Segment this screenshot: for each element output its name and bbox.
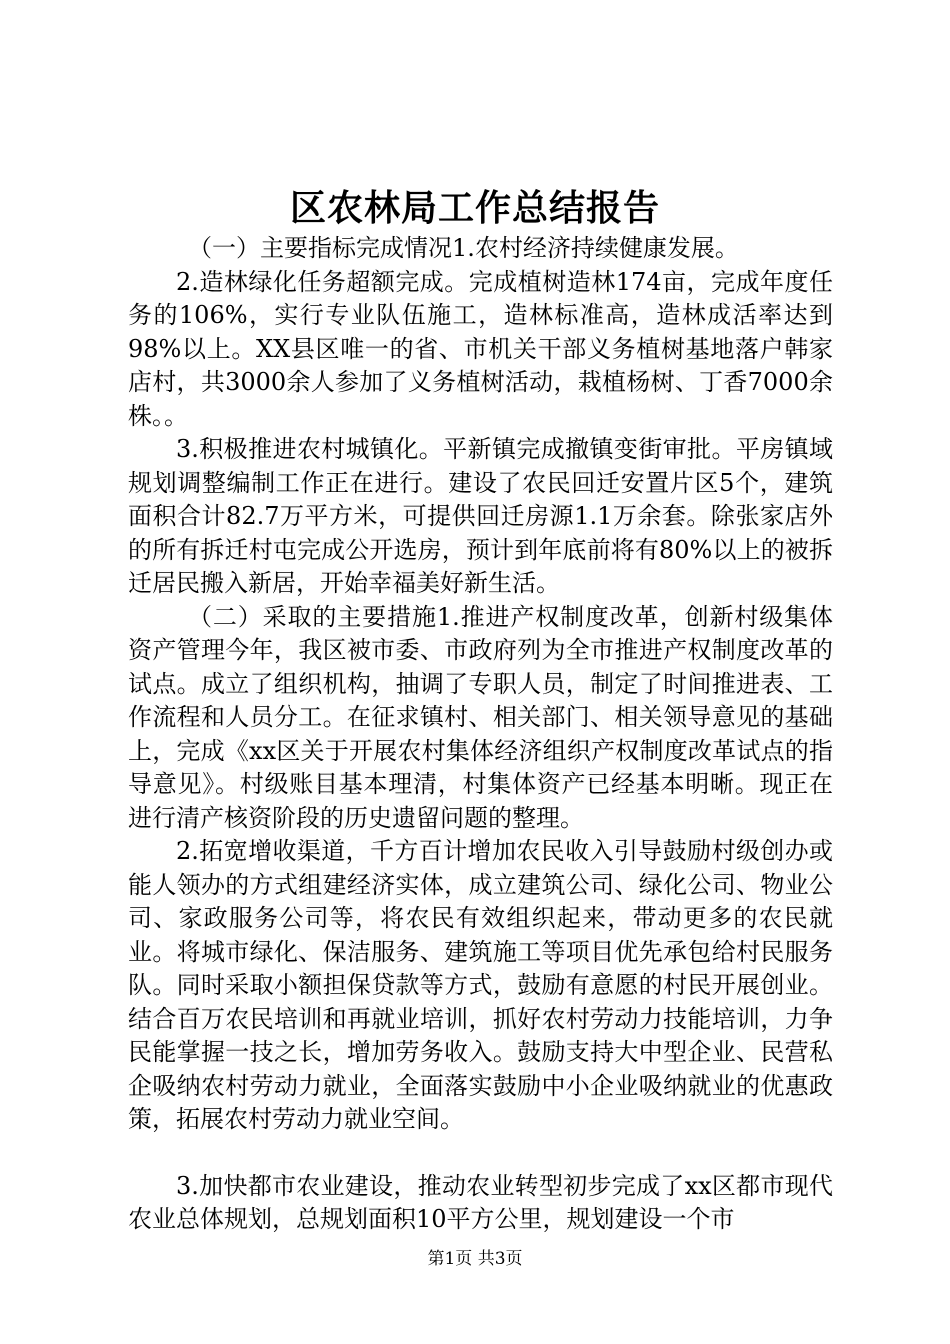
- paragraph-income-channels: 2.拓宽增收渠道，千方百计增加农民收入引导鼓励村级创办或能人领办的方式组建经济实体，成立建筑公司、绿化公司、物业公司、家政服务公司等，将农民有效组织起来，带动更多的农民就业。将城市绿化、保洁服务、建筑施工等项目优先承包给村民服务队。同时采取小额担保贷款等方式，鼓励有意愿的村民开展创业。结合百万农民培训和再就业培训，抓好农村劳动力技能培训，力争民能掌握一技之长，增加劳务收入。鼓励支持大中型企业、民营私企吸纳农村劳动力就业，全面落实鼓励中小企业吸纳就业的优惠政策，拓展农村劳动力就业空间。: [128, 837, 833, 1133]
- page-footer: 第1页 共3页: [427, 1249, 523, 1269]
- document-title: 区农林局工作总结报告: [289, 187, 660, 229]
- paragraph-urbanization: 3.积极推进农村城镇化。平新镇完成撤镇变街审批。平房镇域规划调整编制工作正在进行。建设了农民回迁安置片区5个，建筑面积合计82.7万平方米，可提供回迁房源1.1万余套。除张家店外的所有拆迁村屯完成公开选房，预计到年底前将有80%以上的被拆迁居民搬入新居，开始幸福美好新生活。: [128, 435, 833, 597]
- paragraph-main-measures: （二）采取的主要措施1.推进产权制度改革，创新村级集体资产管理今年，我区被市委、市政府列为全市推进产权制度改革的试点。成立了组织机构，抽调了专职人员，制定了时间推进表、工作流程和人员分工。在征求镇村、相关部门、相关领导意见的基础上，完成《xx区关于开展农村集体经济组织产权制度改革试点的指导意见》。村级账目基本理清，村集体资产已经基本明晰。现正在进行清产核资阶段的历史遗留问题的整理。: [128, 602, 833, 832]
- paragraph-afforestation: 2.造林绿化任务超额完成。完成植树造林174亩，完成年度任务的106%，实行专业队伍施工，造林标准高，造林成活率达到98%以上。XX县区唯一的省、市机关干部义务植树基地落户韩家店村，共3000余人参加了义务植树活动，栽植杨树、丁香7000余株。。: [128, 267, 833, 430]
- document-body: [128, 232, 833, 1237]
- paragraph-urban-agriculture: 3.加快都市农业建设，推动农业转型初步完成了xx区都市现代农业总体规划，总规划面积10平方公里，规划建设一个市: [128, 1171, 833, 1233]
- paragraph-main-indicators: （一）主要指标完成情况1.农村经济持续健康发展。: [188, 234, 739, 262]
